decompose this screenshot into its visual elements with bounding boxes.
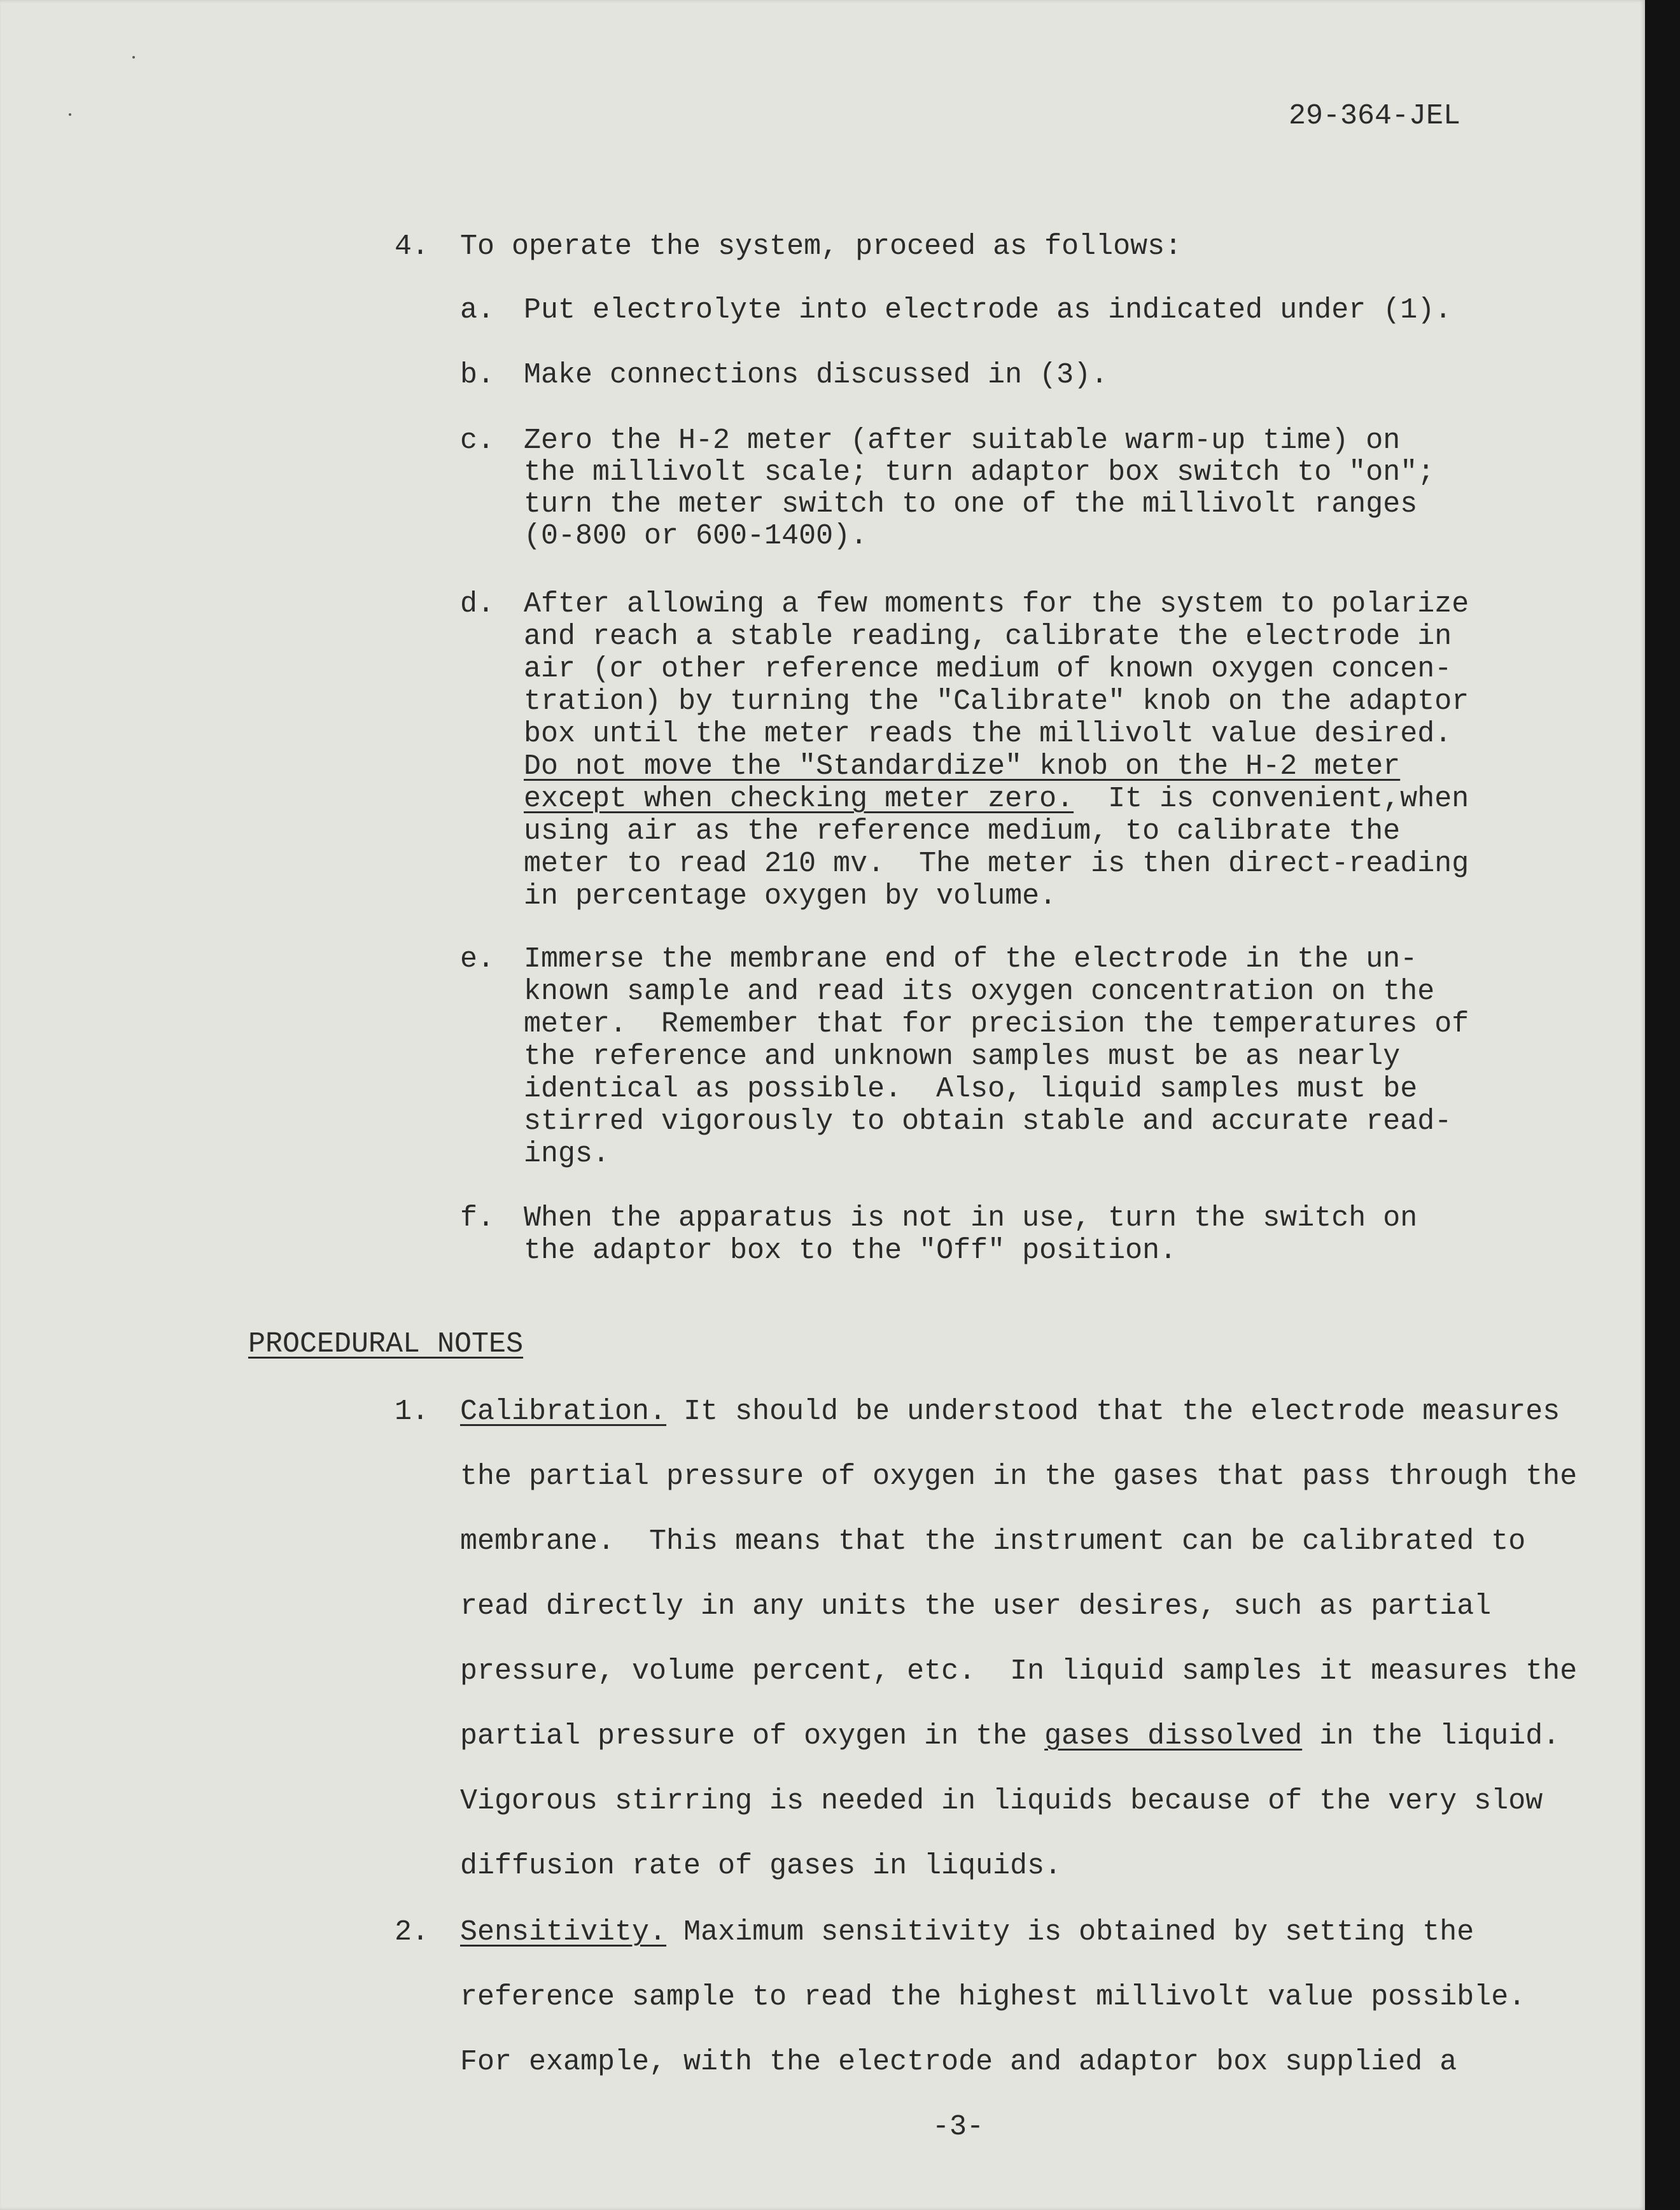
item-text-line: Put electrolyte into electrode as indicated under (1). xyxy=(524,294,1452,326)
note-line: read directly in any units the user desires, such as partial xyxy=(460,1590,1492,1623)
item-text-line: using air as the reference medium, to calibrate the xyxy=(524,815,1401,848)
scan-border xyxy=(1645,0,1680,2210)
item-label: f. xyxy=(460,1202,495,1234)
page-number: -3- xyxy=(932,2111,984,2143)
item-label: e. xyxy=(460,943,495,976)
step-number: 4. xyxy=(395,230,430,263)
note-text-fragment: in the liquid. xyxy=(1302,1720,1560,1752)
note-title: Calibration. xyxy=(460,1395,667,1428)
item-text-line: ings. xyxy=(524,1138,610,1170)
underlined-warning: Do not move the "Standardize" knob on the H-2 meter xyxy=(524,750,1401,783)
section-heading-text: PROCEDURAL NOTES xyxy=(248,1328,524,1360)
item-label: d. xyxy=(460,588,495,620)
step-intro: To operate the system, proceed as follows: xyxy=(460,230,1182,263)
item-text-line: Make connections discussed in (3). xyxy=(524,359,1109,391)
item-label: b. xyxy=(460,359,495,391)
item-label: c. xyxy=(460,424,495,457)
item-text-line: After allowing a few moments for the system to polarize xyxy=(524,588,1469,620)
item-label: a. xyxy=(460,294,495,326)
item-text-line: the reference and unknown samples must be as nearly xyxy=(524,1040,1401,1073)
item-text-line: Immerse the membrane end of the electrode in the un- xyxy=(524,943,1418,976)
document-id: 29-364-JEL xyxy=(1289,100,1461,132)
underlined-warning: except when checking meter zero. xyxy=(524,783,1074,815)
note-line xyxy=(460,1396,1560,1428)
item-text-line-underlined xyxy=(524,751,1400,783)
item-text-line: known sample and read its oxygen concentration on the xyxy=(524,976,1435,1008)
item-text-line: box until the meter reads the millivolt value desired. xyxy=(524,718,1452,750)
note-line: pressure, volume percent, etc. In liquid samples it measures the xyxy=(460,1655,1578,1688)
item-text-line: air (or other reference medium of known oxygen concen- xyxy=(524,653,1452,685)
paper-speck xyxy=(132,56,135,59)
item-text-line: meter to read 210 mv. The meter is then direct-reading xyxy=(524,848,1469,880)
note-number: 2. xyxy=(395,1916,430,1948)
item-text-line: and reach a stable reading, calibrate the electrode in xyxy=(524,620,1452,653)
item-text-line: stirred vigorously to obtain stable and accurate read- xyxy=(524,1105,1452,1138)
note-line: the partial pressure of oxygen in the gases that pass through the xyxy=(460,1460,1578,1493)
note-line: For example, with the electrode and adaptor box supplied a xyxy=(460,2046,1457,2078)
item-text-line: in percentage oxygen by volume. xyxy=(524,880,1057,913)
item-text-line: meter. Remember that for precision the temperatures of xyxy=(524,1008,1469,1040)
item-text-line: the millivolt scale; turn adaptor box switch to "on"; xyxy=(524,456,1435,489)
note-number: 1. xyxy=(395,1395,430,1428)
item-text-line: identical as possible. Also, liquid samples must be xyxy=(524,1073,1418,1105)
item-text-line: the adaptor box to the "Off" position. xyxy=(524,1234,1177,1267)
note-underlined-phrase: gases dissolved xyxy=(1044,1720,1303,1752)
note-text-fragment: Maximum sensitivity is obtained by setting the xyxy=(666,1916,1474,1948)
item-text-fragment: It is convenient,when xyxy=(1074,783,1469,815)
note-line: reference sample to read the highest millivolt value possible. xyxy=(460,1981,1526,2013)
note-line: membrane. This means that the instrument can be calibrated to xyxy=(460,1525,1526,1558)
note-line: Vigorous stirring is needed in liquids because of the very slow xyxy=(460,1785,1543,1817)
paper-speck xyxy=(69,113,71,116)
note-title: Sensitivity. xyxy=(460,1916,667,1948)
item-text-line-underlined xyxy=(524,783,1469,815)
section-heading xyxy=(248,1329,523,1360)
note-line xyxy=(460,1917,1474,1948)
item-text-line: turn the meter switch to one of the millivolt ranges xyxy=(524,488,1418,521)
note-line: diffusion rate of gases in liquids. xyxy=(460,1850,1062,1882)
note-line xyxy=(460,1721,1560,1752)
item-text-line: tration) by turning the "Calibrate" knob on the adaptor xyxy=(524,685,1469,718)
item-text-line: When the apparatus is not in use, turn the switch on xyxy=(524,1202,1418,1234)
item-text-line: Zero the H-2 meter (after suitable warm-up time) on xyxy=(524,424,1401,457)
item-text-line: (0-800 or 600-1400). xyxy=(524,520,868,552)
note-text-fragment: It should be understood that the electrode measures xyxy=(666,1395,1560,1428)
note-text-fragment: partial pressure of oxygen in the xyxy=(460,1720,1045,1752)
